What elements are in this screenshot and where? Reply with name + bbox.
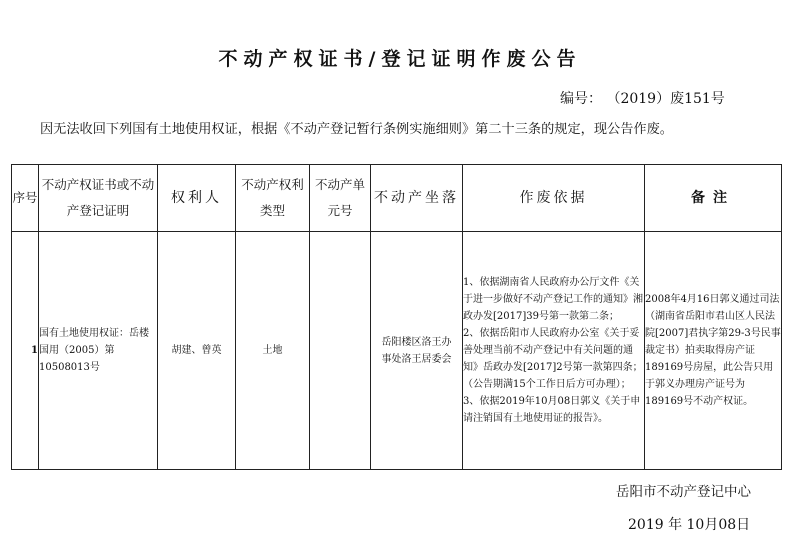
basis-item: 2、依据岳阳市人民政府办公室《关于妥善处理当前不动产登记中有关问题的通知》岳政办发[2017]2号第一款第四条；（公告期满15个工作日后方可办理）； <box>463 328 643 390</box>
row-cert: 国有土地使用权证：岳楼国用（2005）第10508013号 <box>39 232 158 470</box>
header-location: 不动产坐落 <box>371 165 463 232</box>
row-location: 岳阳楼区洛王办事处洛王居委会 <box>371 232 463 470</box>
header-unit-no: 不动产单元号 <box>310 165 371 232</box>
row-holder: 胡建、曾英 <box>158 232 236 470</box>
document-number: 编号： （2019）废151号 <box>560 91 725 107</box>
header-cert: 不动产权证书或不动产登记证明 <box>39 165 158 232</box>
row-basis <box>463 232 645 470</box>
basis-item: 1、依据湖南省人民政府办公厅文件《关于进一步做好不动产登记工作的通知》湘政办发[2017]39号第一款第二条； <box>463 277 643 322</box>
page-title: 不动产权证书/登记证明作废公告 <box>218 48 582 70</box>
table-row <box>12 232 782 470</box>
header-remarks: 备注 <box>645 165 782 232</box>
issuer-name: 岳阳市不动产登记中心 <box>616 484 751 500</box>
announcement-table <box>11 164 782 470</box>
header-right-type: 不动产权利类型 <box>236 165 310 232</box>
row-right-type: 土地 <box>236 232 310 470</box>
header-seq: 序号 <box>12 165 39 232</box>
header-holder: 权利人 <box>158 165 236 232</box>
issue-date: 2019 年 10月08日 <box>628 517 751 533</box>
header-basis: 作废依据 <box>463 165 645 232</box>
row-seq: 1 <box>12 232 39 470</box>
row-unit-no <box>310 232 371 470</box>
basis-item: 3、依据2019年10月08日郭义《关于申请注销国有土地使用证的报告》。 <box>463 396 641 424</box>
table-header-row <box>12 165 782 232</box>
intro-paragraph: 因无法收回下列国有土地使用权证，根据《不动产登记暂行条例实施细则》第二十三条的规定，现公告作废。 <box>40 122 673 137</box>
row-remarks: 2008年4月16日郭义通过司法（湖南省岳阳市君山区人民法院[2007]君执字第29-3号民事裁定书）拍卖取得房产证189169号房屋，此公告只用于郭义办理房产证号为189169号不动产权证。 <box>645 232 782 470</box>
